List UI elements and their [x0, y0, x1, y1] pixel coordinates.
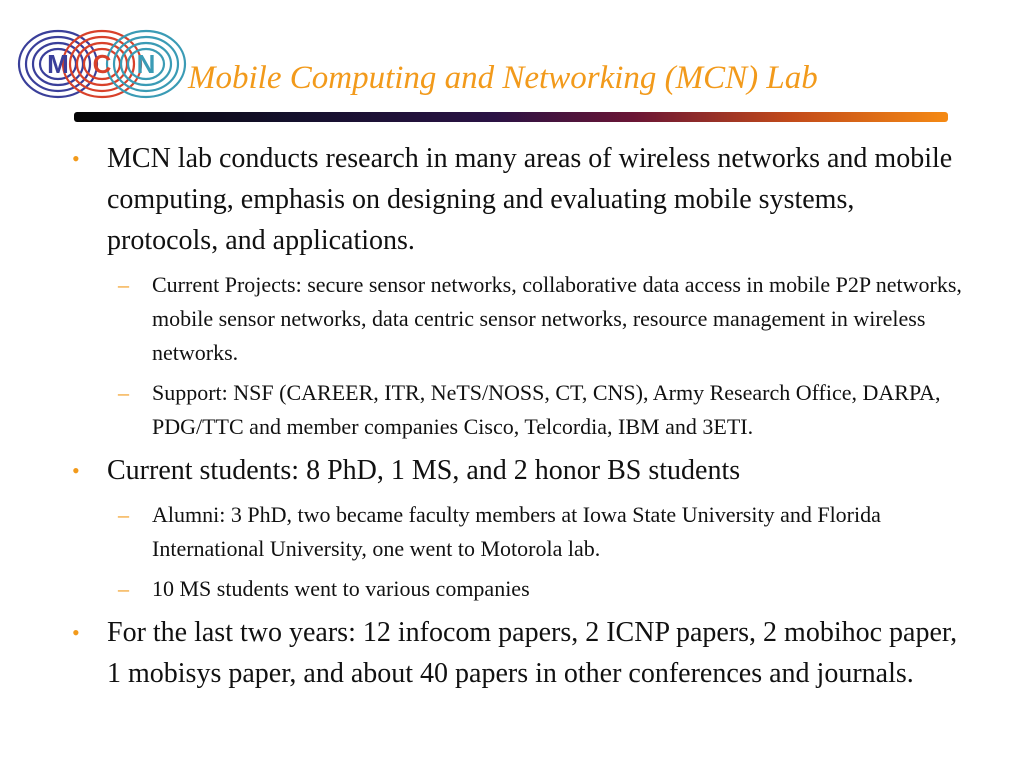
dash-icon: – — [118, 272, 129, 297]
sub-bullet-text: Alumni: 3 PhD, two became faculty members at Iowa State University and Florida International University, one went to Motorola lab. — [152, 502, 881, 561]
mcn-logo — [16, 28, 188, 102]
dash-icon: – — [118, 380, 129, 405]
dash-icon: – — [118, 576, 129, 601]
bullet-item — [72, 138, 972, 261]
slide-content — [72, 138, 972, 701]
logo-letter-n: N — [136, 49, 156, 79]
title-divider — [74, 112, 948, 122]
sub-bullet-item — [72, 498, 972, 566]
bullet-text: MCN lab conducts research in many areas of wireless networks and mobile computing, emphasis on designing and evaluating mobile systems, protocols, and applications. — [107, 143, 953, 256]
bullet-item — [72, 450, 972, 491]
sub-bullet-text: Support: NSF (CAREER, ITR, NeTS/NOSS, CT, CNS), Army Research Office, DARPA, PDG/TTC and member companies Cisco, Telcordia, IBM and 3ETI. — [152, 380, 941, 439]
sub-bullet-text: 10 MS students went to various companies — [152, 576, 530, 601]
bullet-item — [72, 612, 972, 694]
bullet-dot-icon: • — [72, 620, 80, 645]
logo-letter-m: M — [47, 49, 69, 79]
bullet-text: Current students: 8 PhD, 1 MS, and 2 honor BS students — [107, 455, 741, 486]
sub-bullet-item — [72, 268, 972, 370]
bullet-dot-icon: • — [72, 146, 80, 171]
bullet-text: For the last two years: 12 infocom papers, 2 ICNP papers, 2 mobihoc paper, 1 mobisys paper, and about 40 papers in other conferences and journals. — [107, 617, 958, 689]
slide-title: Mobile Computing and Networking (MCN) Lab — [188, 60, 818, 96]
sub-bullet-item — [72, 376, 972, 444]
sub-bullet-text: Current Projects: secure sensor networks, collaborative data access in mobile P2P networks, mobile sensor networks, data centric sensor networks, resource management in wireless networks. — [152, 272, 962, 365]
dash-icon: – — [118, 502, 129, 527]
logo-letter-c: C — [92, 49, 112, 79]
sub-bullet-item — [72, 572, 972, 606]
bullet-dot-icon: • — [72, 458, 80, 483]
